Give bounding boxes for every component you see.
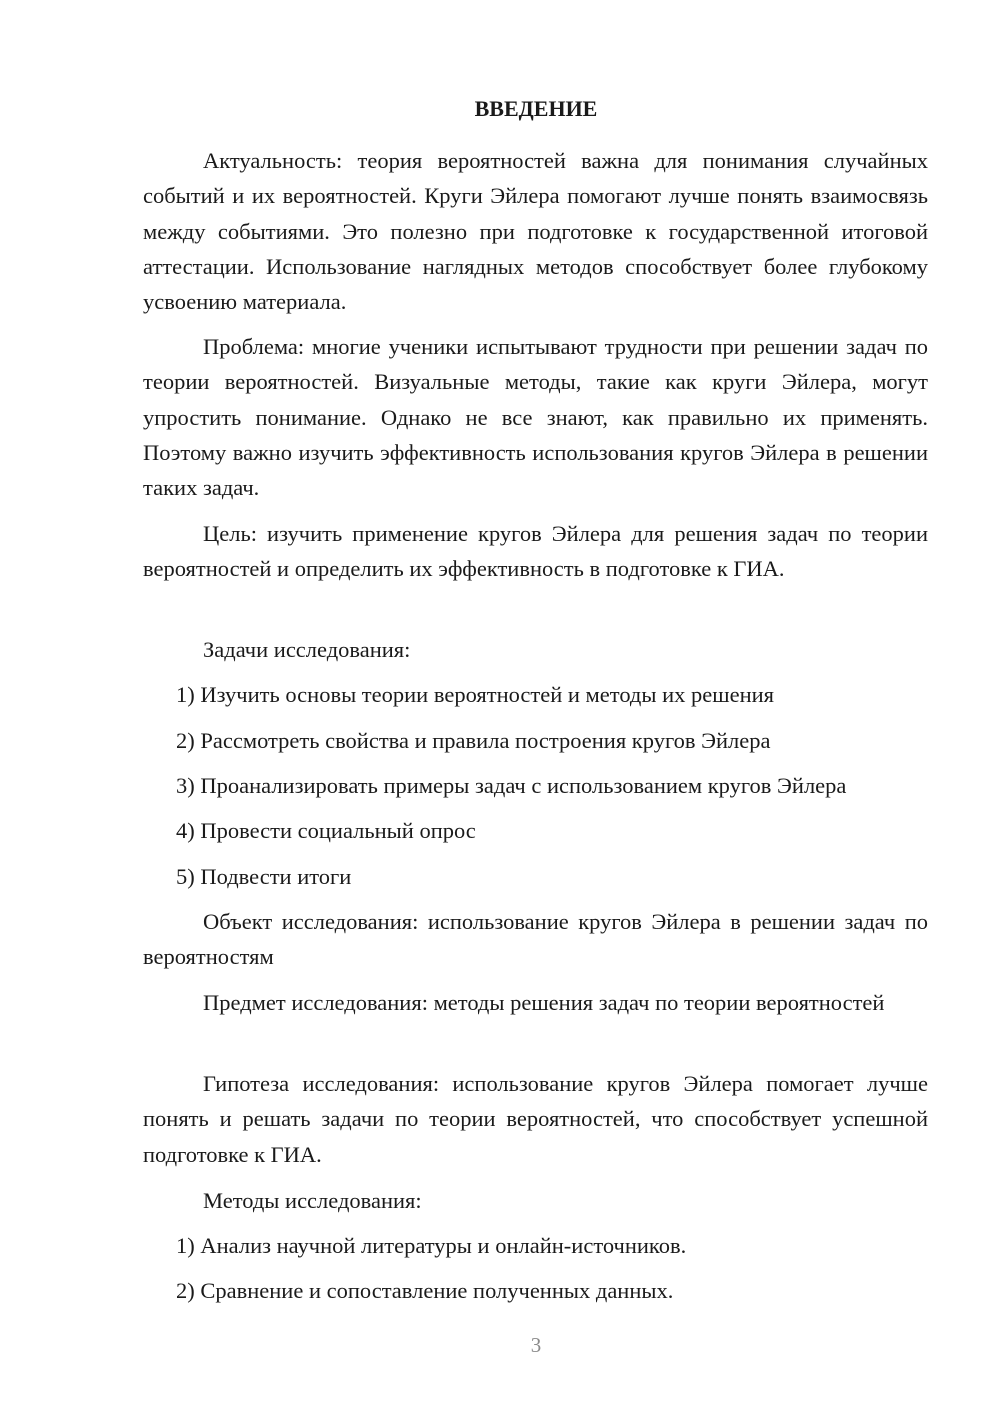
- task-item: 3) Проанализировать примеры задач с использованием кругов Эйлера: [176, 773, 847, 798]
- method-item: 1) Анализ научной литературы и онлайн-источников.: [176, 1233, 687, 1258]
- object-paragraph: Объект исследования: использование кругов Эйлера в решении задач по вероятностям: [143, 909, 928, 970]
- subject-paragraph: Предмет исследования: методы решения задач по теории вероятностей: [203, 990, 885, 1015]
- task-item: 4) Провести социальный опрос: [176, 818, 476, 843]
- methods-heading: Методы исследования:: [203, 1188, 422, 1213]
- page-number: 3: [530, 1333, 542, 1357]
- task-item: 2) Рассмотреть свойства и правила построения кругов Эйлера: [176, 728, 771, 753]
- task-item: 5) Подвести итоги: [176, 864, 352, 889]
- hypothesis-paragraph: Гипотеза исследования: использование кругов Эйлера помогает лучше понять и решать задачи по теории вероятностей, что способствует успешной подготовке к ГИА.: [143, 1071, 928, 1167]
- page-title: ВВЕДЕНИЕ: [474, 96, 598, 121]
- relevance-paragraph: Актуальность: теория вероятностей важна для понимания случайных событий и их вероятностей. Круги Эйлера помогают лучше понять взаимосвязь между событиями. Это полезно при подготовке к государственной итоговой аттестации. Использование наглядных методов способствует более глубокому усвоению материала.: [143, 148, 928, 315]
- goal-paragraph: Цель: изучить применение кругов Эйлера для решения задач по теории вероятностей и определить их эффективность в подготовке к ГИА.: [143, 521, 928, 582]
- task-item: 1) Изучить основы теории вероятностей и методы их решения: [176, 682, 775, 707]
- problem-paragraph: Проблема: многие ученики испытывают трудности при решении задач по теории вероятностей. Визуальные методы, такие как круги Эйлера, могут упростить понимание. Однако не все знают, как правильно их применять. Поэтому важно изучить эффективность использования кругов Эйлера в решении таких задач.: [143, 334, 928, 501]
- tasks-heading: Задачи исследования:: [203, 637, 411, 662]
- method-item: 2) Сравнение и сопоставление полученных данных.: [176, 1278, 674, 1303]
